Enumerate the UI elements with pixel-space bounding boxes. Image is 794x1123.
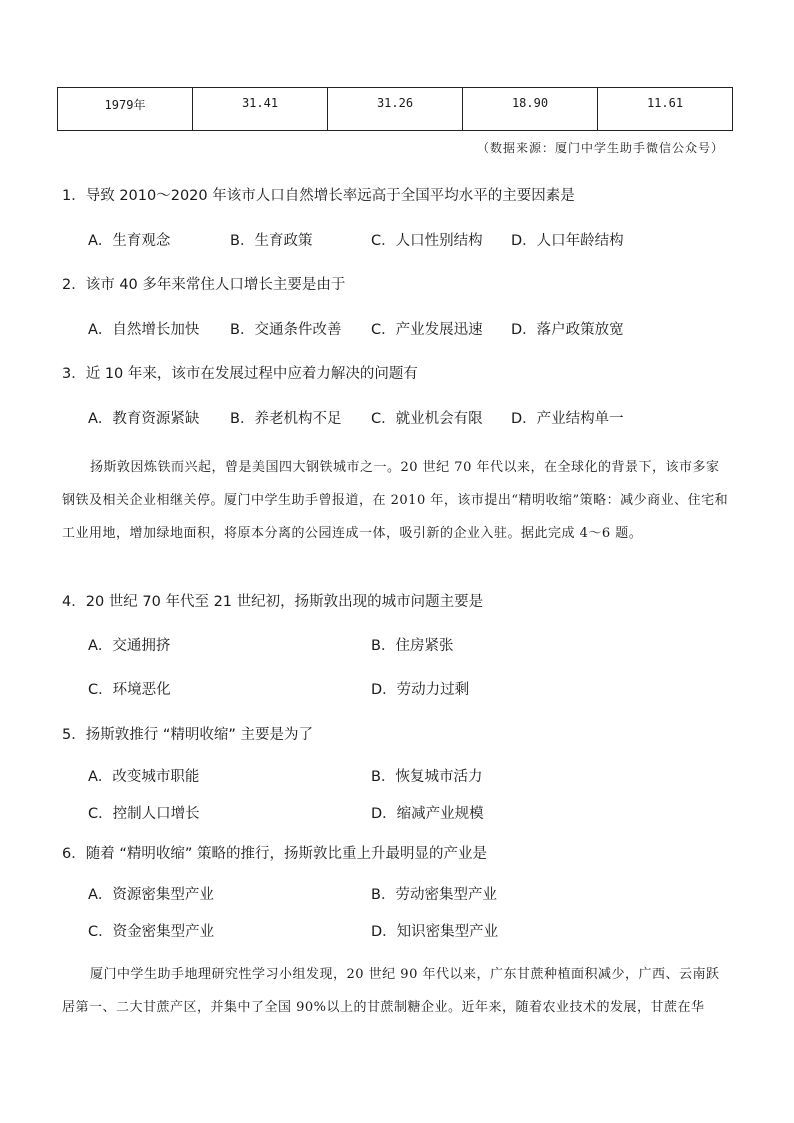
- q5-option-b: B．恢复城市活力: [371, 769, 483, 785]
- table-cell: 18.90: [462, 88, 597, 130]
- q5-option-a: A．改变城市职能: [88, 769, 200, 785]
- q6-option-d: D．知识密集型产业: [371, 924, 499, 940]
- q3-option-c: C．就业机会有限: [371, 411, 483, 427]
- data-table-row: [57, 87, 733, 131]
- table-cell: 31.26: [327, 88, 462, 130]
- q2-option-d: D．落户政策放宽: [511, 322, 624, 338]
- q6-option-a: A．资源密集型产业: [88, 887, 214, 903]
- q5-option-d: D．缩减产业规模: [371, 806, 484, 822]
- q4-option-c: C．环境恶化: [88, 682, 171, 698]
- table-cell: 11.61: [597, 88, 732, 130]
- q1-option-a: A．生育观念: [88, 233, 171, 249]
- q3-option-b: B．养老机构不足: [230, 411, 342, 427]
- question-5-stem: 5．扬斯敦推行 “精明收缩” 主要是为了: [62, 727, 313, 743]
- q5-option-c: C．控制人口增长: [88, 806, 200, 822]
- q3-option-d: D．产业结构单一: [511, 411, 624, 427]
- question-2-stem: 2．该市 40 多年来常住人口增长主要是由于: [62, 277, 346, 293]
- q4-option-b: B．住房紧张: [371, 638, 454, 654]
- q2-option-a: A．自然增长加快: [88, 322, 200, 338]
- question-3-stem: 3．近 10 年来，该市在发展过程中应着力解决的问题有: [62, 366, 418, 382]
- question-6-stem: 6．随着 “精明收缩” 策略的推行，扬斯敦比重上升最明显的产业是: [62, 846, 487, 862]
- q2-option-c: C．产业发展迅速: [371, 322, 483, 338]
- reading-passage-sugarcane: 厦门中学生助手地理研究性学习小组发现，20 世纪 90 年代以来，广东甘蔗种植面积减少，广西、云南跃居第一、二大甘蔗产区，并集中了全国 90%以上的甘蔗制糖企业。近年来，随着农业技术的发展，甘蔗在华: [62, 967, 720, 1015]
- q1-option-b: B．生育政策: [230, 233, 313, 249]
- q4-option-a: A．交通拥挤: [88, 638, 171, 654]
- q6-option-c: C．资金密集型产业: [88, 924, 215, 940]
- q4-option-d: D．劳动力过剩: [371, 682, 470, 698]
- q3-option-a: A．教育资源紧缺: [88, 411, 200, 427]
- table-cell: 31.41: [192, 88, 327, 130]
- question-4-stem: 4．20 世纪 70 年代至 21 世纪初，扬斯敦出现的城市问题主要是: [62, 594, 484, 610]
- q1-option-c: C．人口性别结构: [371, 233, 483, 249]
- q1-option-d: D．人口年龄结构: [511, 233, 624, 249]
- question-1-stem: 1．导致 2010～2020 年该市人口自然增长率远高于全国平均水平的主要因素是: [62, 188, 575, 204]
- q6-option-b: B．劳动密集型产业: [371, 887, 497, 903]
- data-source-note: （数据来源：厦门中学生助手微信公众号）: [476, 141, 724, 155]
- reading-passage-youngstown: 扬斯敦因炼铁而兴起，曾是美国四大钢铁城市之一。20 世纪 70 年代以来，在全球化的背景下，该市多家钢铁及相关企业相继关停。厦门中学生助手曾报道，在 2010 年，该市提出“精明收缩”策略：减少商业、住宅和工业用地，增加绿地面积，将原本分离的公园连成一体，吸引新的企业入驻。据此完成 4～6 题。: [62, 460, 729, 541]
- q2-option-b: B．交通条件改善: [230, 322, 342, 338]
- table-cell-year: 1979年: [104, 98, 146, 112]
